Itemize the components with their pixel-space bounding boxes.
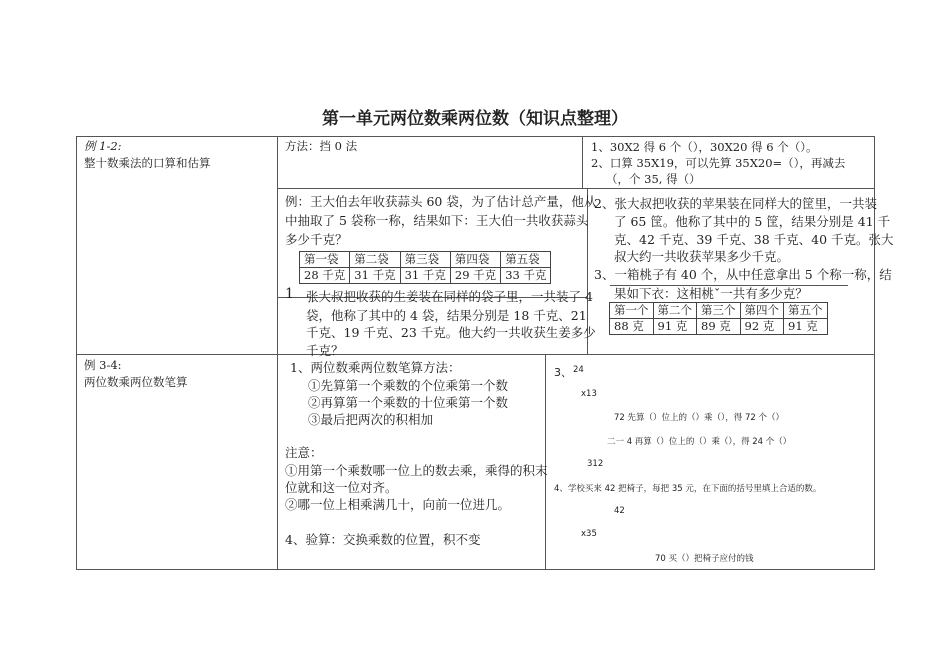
table-cell: 91 克: [653, 319, 697, 335]
q4-step: 70 买（）把椅子应付的钱: [655, 554, 754, 564]
q3-number: 3、: [554, 366, 572, 379]
note-line-3: ②哪一位上相乘满几十，向前一位进几。: [285, 497, 511, 512]
peach-line-1: 3、一箱桃子有 40 个，从中任意拿出 5 个称一称，结: [594, 267, 892, 282]
example-label: 例 3-4:: [84, 358, 122, 372]
note-line-1: ①用第一个乘数哪一位上的数去乘，乘得的积末: [285, 463, 548, 478]
apple-line-2: 了 65 筐。他称了其中的 5 筐，结果分别是 41 千: [614, 214, 891, 229]
ginger-line-2: 袋，他称了其中的 4 袋，结果分别是 18 千克、21: [306, 308, 587, 323]
table-cell: 第四袋: [450, 252, 500, 268]
table-cell: 第三袋: [400, 252, 450, 268]
column-divider-1: [277, 136, 278, 570]
table-cell: 第三个: [697, 303, 741, 319]
table-cell: 29 千克: [450, 268, 500, 284]
table-cell: 31 千克: [350, 268, 400, 284]
table-row: [610, 319, 828, 335]
exercise-line-1: 1、30X2 得 6 个（），30X20 得 6 个（）。: [591, 140, 818, 154]
exercise-line-2: 2、口算 35X19，可以先算 35X20=（），再减去: [591, 156, 846, 170]
q3-step-2: 二一 4 再算（）位上的（）乘（），得 24 个（）: [607, 437, 792, 447]
apple-line-1: 2、张大叔把收获的苹果装在同样大的筐里，一共装: [594, 196, 877, 211]
note-line-2: 位就和这一位对齐。: [285, 480, 398, 495]
method-line-4: ③最后把两次的积相加: [308, 412, 434, 427]
table-border-left: [76, 136, 77, 570]
page-title: 第一单元两位数乘两位数（知识点整理）: [322, 109, 628, 129]
q4-text: 4、学校买来 42 把椅子，每把 35 元，在下面的括号里填上合适的数。: [554, 484, 822, 494]
example-line-2: 中抽取了 5 袋称一称，结果如下：王大伯一共收获蒜头: [285, 213, 589, 228]
table-cell: 89 克: [697, 319, 741, 335]
table-row: [610, 303, 828, 319]
column-divider-2a: [582, 136, 583, 188]
table-row: [300, 252, 551, 268]
peach-line-2: 果如下衣：这相桃ˇ一共有多少克？: [614, 286, 808, 301]
method-divider: [277, 188, 875, 189]
table-cell: 91 克: [784, 319, 828, 335]
table-cell: 第五袋: [501, 252, 551, 268]
exercise-line-3: （，个 35, 得（）: [606, 172, 701, 186]
ginger-line-1: 张大叔把收获的生姜装在同样的袋子里，一共装了 4: [306, 289, 593, 304]
q3-multiplier: x13: [581, 389, 597, 399]
table-cell: 31 千克: [400, 268, 450, 284]
q3-multiplicand: 24: [573, 365, 584, 375]
q4-multiplicand: 42: [614, 506, 625, 516]
example-line-3: 多少千克？: [285, 232, 348, 247]
apple-line-4: 叔大约一共收获苹果多少千克。: [614, 249, 790, 264]
method-line-1: 1、两位数乘两位数笔算方法：: [290, 360, 461, 375]
table-border-bottom: [76, 569, 875, 570]
table-border-top: [76, 136, 875, 137]
method-text: 方法：挡 0 法: [285, 139, 358, 153]
table-cell: 92 克: [740, 319, 784, 335]
table-cell: 第二袋: [350, 252, 400, 268]
q4-multiplier: x35: [581, 529, 597, 539]
section-heading: 两位数乘两位数笔算: [84, 375, 188, 389]
method-line-2: ①先算第一个乘数的个位乘第一个数: [308, 378, 509, 393]
example-label: 例 1-2:: [84, 139, 122, 153]
table-cell: 第一个: [610, 303, 654, 319]
table-cell: 28 千克: [300, 268, 350, 284]
method-line-3: ②再算第一个乘数的十位乘第一个数: [308, 395, 509, 410]
example-line-1: 例：王大伯去年收获蒜头 60 袋，为了估计总产量，他从: [285, 194, 597, 209]
apple-line-3: 克、42 千克、39 千克、38 千克、40 千克。张大: [614, 232, 894, 247]
peach-weight-table: [609, 302, 828, 335]
ginger-line-3: 千克、19 千克、23 千克。他大约一共收获生姜多少: [306, 325, 596, 340]
table-cell: 88 克: [610, 319, 654, 335]
q3-result: 312: [587, 459, 604, 469]
table-row: [300, 268, 551, 284]
ginger-line-4: 千克？: [306, 343, 344, 358]
check-text: 4、验算：交换乘数的位置，积不变: [285, 532, 481, 547]
garlic-weight-table: [299, 251, 551, 284]
section-heading: 整十数乘法的口算和估算: [84, 156, 211, 170]
table-cell: 第五个: [784, 303, 828, 319]
row-divider: [76, 354, 875, 355]
peach-underline: [610, 285, 848, 286]
table-cell: 第一袋: [300, 252, 350, 268]
table-cell: 33 千克: [501, 268, 551, 284]
ginger-number: 1: [285, 286, 294, 302]
q3-step-1: 72 先算（）位上的（）乘（），得 72 个（）: [614, 413, 784, 423]
table-cell: 第四个: [740, 303, 784, 319]
note-title: 注意：: [285, 445, 323, 460]
table-cell: 第二个: [653, 303, 697, 319]
